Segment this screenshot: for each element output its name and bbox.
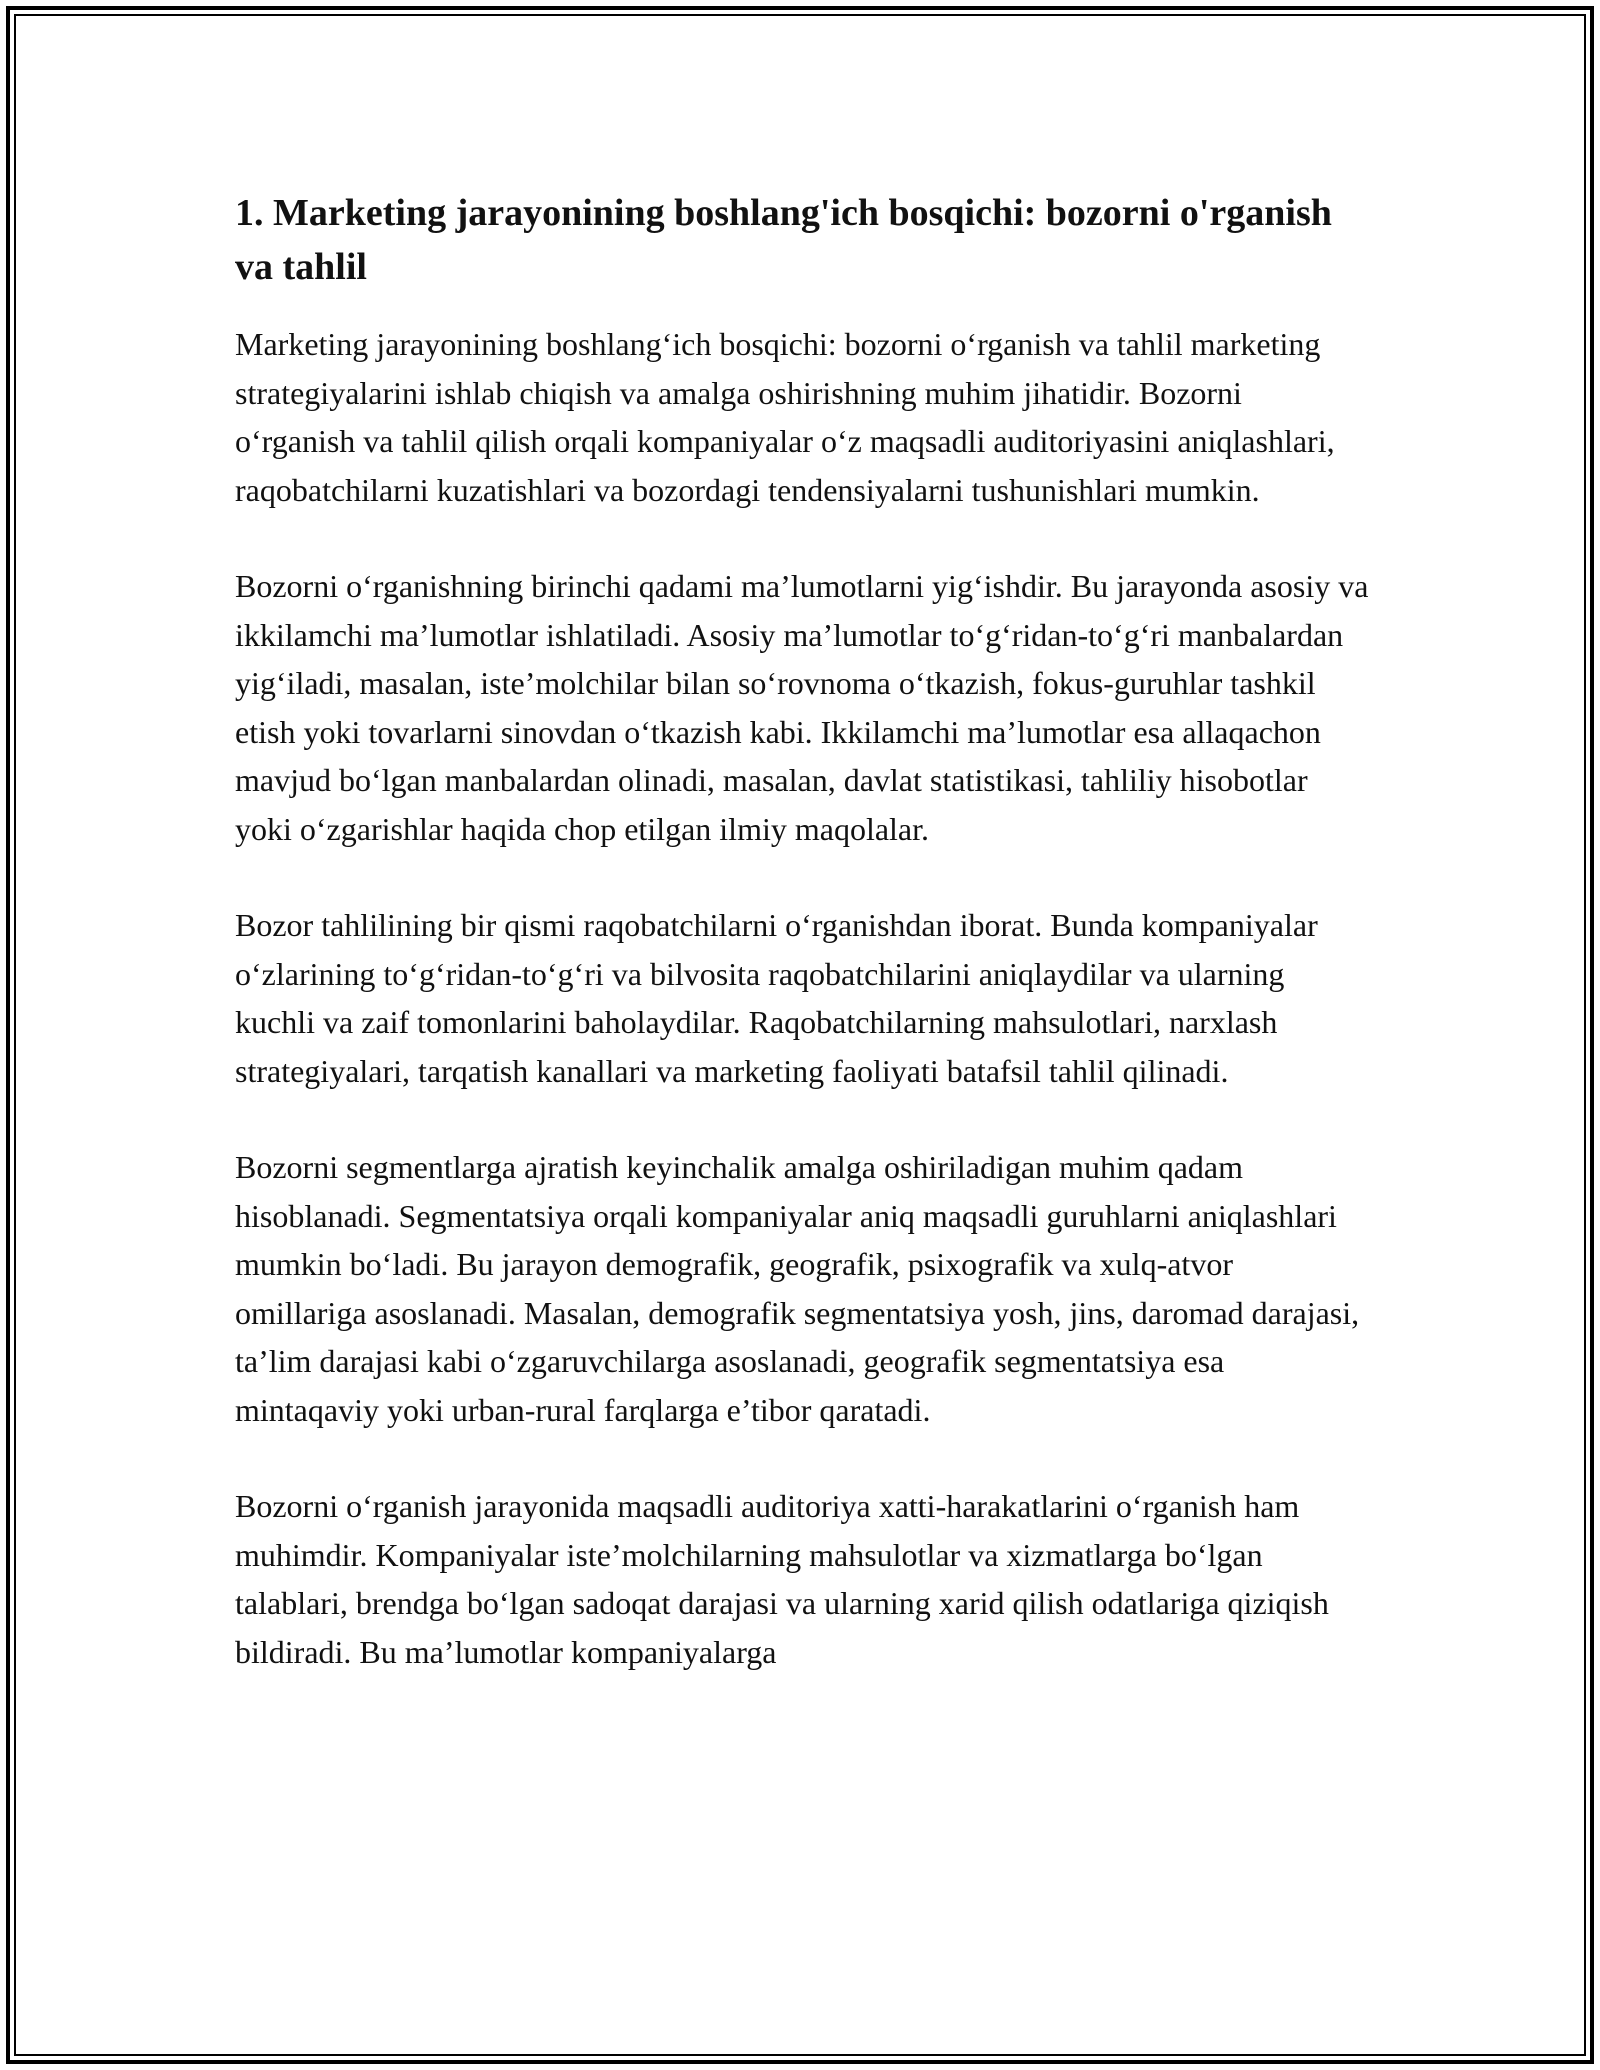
- section-heading: 1. Marketing jarayonining boshlang'ich bosqichi: bozorni o'rganish va tahlil: [235, 192, 1332, 288]
- paragraph-competitor-analysis: Bozor tahlilining bir qismi raqobatchilarni o‘rganishdan iborat. Bunda kompaniyalar o‘zlarining to‘g‘ridan-to‘g‘ri va bilvosita raqobatchilarini aniqlaydilar va ularning kuchli va zaif tomonlarini baholaydilar. Raqobatchilarning mahsulotlari, narxlash strategiyalari, tarqatish kanallari va marketing faoliyati batafsil tahlil qilinadi.: [235, 907, 1318, 1089]
- paragraph-intro: Marketing jarayonining boshlang‘ich bosqichi: bozorni o‘rganish va tahlil marketing strategiyalarini ishlab chiqish va amalga oshirishning muhim jihatidir. Bozorni o‘rganish va tahlil qilish orqali kompaniyalar o‘z maqsadli auditoriyasini aniqlashlari, raqobatchilarni kuzatishlari va bozordagi tendensiyalarni tushunishlari mumkin.: [235, 326, 1335, 508]
- document-body: [235, 186, 1370, 1724]
- paragraph-data-collection: Bozorni o‘rganishning birinchi qadami ma’lumotlarni yig‘ishdir. Bu jarayonda asosiy va ikkilamchi ma’lumotlar ishlatiladi. Asosiy ma’lumotlar to‘g‘ridan-to‘g‘ri manbalardan yig‘iladi, masalan, iste’molchilar bilan so‘rovnoma o‘tkazish, fokus-guruhlar tashkil etish yoki tovarlarni sinovdan o‘tkazish kabi. Ikkilamchi ma’lumotlar esa allaqachon mavjud bo‘lgan manbalardan olinadi, masalan, davlat statistikasi, tahliliy hisobotlar yoki o‘zgarishlar haqida chop etilgan ilmiy maqolalar.: [235, 568, 1369, 847]
- paragraph-segmentation: Bozorni segmentlarga ajratish keyinchalik amalga oshiriladigan muhim qadam hisoblanadi. Segmentatsiya orqali kompaniyalar aniq maqsadli guruhlarni aniqlashlari mumkin bo‘ladi. Bu jarayon demografik, geografik, psixografik va xulq-atvor omillariga asoslanadi. Masalan, demografik segmentatsiya yosh, jins, daromad darajasi, ta’lim darajasi kabi o‘zgaruvchilarga asoslanadi, geografik segmentatsiya esa mintaqaviy yoki urban-rural farqlarga e’tibor qaratadi.: [235, 1149, 1360, 1428]
- paragraph-audience-behavior: Bozorni o‘rganish jarayonida maqsadli auditoriya xatti-harakatlarini o‘rganish ham muhimdir. Kompaniyalar iste’molchilarning mahsulotlar va xizmatlarga bo‘lgan talablari, brendga bo‘lgan sadoqat darajasi va ularning xarid qilish odatlariga qiziqish bildiradi. Bu ma’lumotlar kompaniyalarga: [235, 1488, 1329, 1670]
